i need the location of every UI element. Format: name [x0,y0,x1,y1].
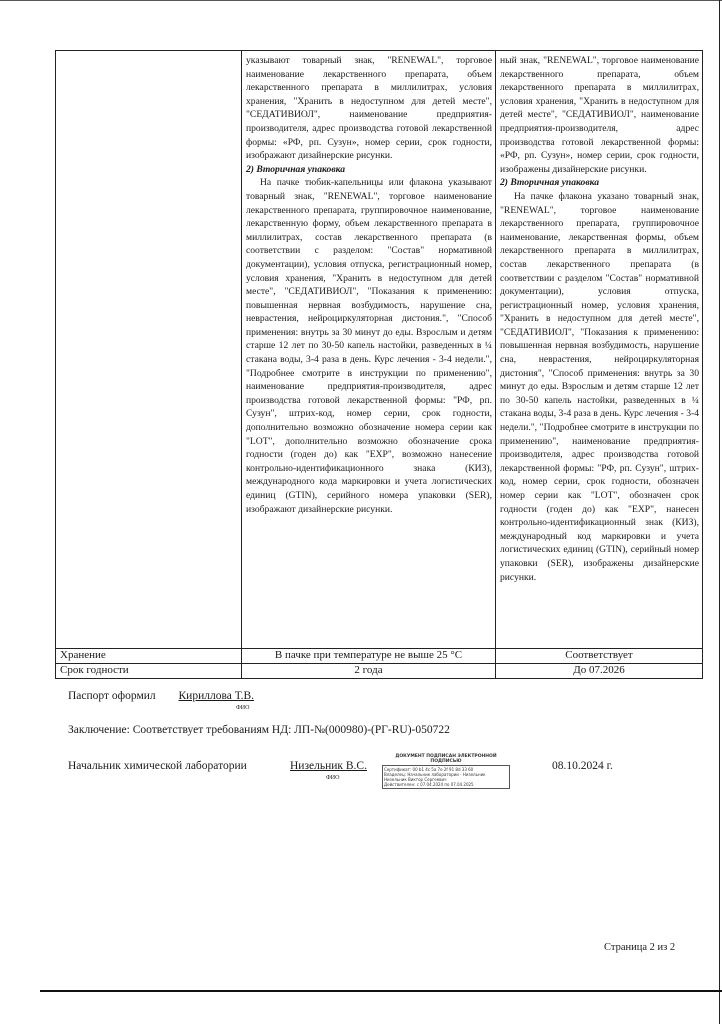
passport-label: Паспорт оформил [68,690,156,702]
stamp-line: Владелец: Начальник лаборатории - Низельник [384,772,486,777]
indicator-cell-empty [56,51,242,649]
chief-label: Начальник химической лаборатории [68,760,247,772]
fio-caption-1: ФИО [236,705,250,711]
req-secondary-text: На пачке тюбик-капельницы или флакона указывают товарный знак, "RENEWAL", торговое наименование лекарственного препарата, группировочное наименование, лекарственную форму, объем лекарственного препарата в миллилитрах, состав лекарственного препарата (в соответствии с разделом: "Состав" нормативной документации), условия отпуска, регистрационный номер, условия хранения, "Хранить в недоступном для детей месте", "СЕДАТИВИОЛ", "Показания к применению: повышенная нервная возбудимость, нарушение сна, неврастения, нейроциркуляторная дистония.", "Способ применения: внутрь за 30 минут до еды. Взрослым и детям старше 12 лет по 30-50 капель настойки, разведенных в ¼ стакана воды, 3-4 раза в день. Курс лечения - 3-4 недели.", "Подробнее смотрите в инструкции по применению", наименование предприятия-производителя, адрес производства готовой лекарственной формы: "РФ, рп. Сузун", штрих-код, номер серии, срок годности, дополнительно возможно обозначение номера серии как "LOT", дополнительно возможно обозначение срока годности (годен до) как "EXP", возможно нанесение контрольно-идентификационного знака (КИЗ), международного кода маркировки и учета логистических единиц (GTIN), серийного номера упаковки (SER), изображают дизайнерские рисунки. [246,177,492,515]
passport-line [68,690,254,702]
signature-date: 08.10.2024 г. [552,760,613,772]
storage-row [56,649,703,664]
res-secondary-text: На пачке флакона указано товарный знак, "RENEWAL", торговое наименование лекарственного препарата, группировочное наименование, лекарственная формы, объем лекарственного препарата в миллилитрах, состав лекарственного препарата (в соответствии с разделом "Состав" нормативной документации), условия отпуска, регистрационный номер, условия хранения, "Хранить в недоступном для детей месте", "СЕДАТИВИОЛ", "Показания к применению: повышенная нервная возбудимость, нарушение сна, неврастения, нейроциркуляторная дистония", "Способ применения: внутрь за 30 минут до еды. Взрослым и детям старше 12 лет по 30-50 капель настойки, разведенных в ¼ стакана воды, 3-4 раза в день. Курс лечения - 3-4 недели.", "Подробнее смотрите в инструкции по применению", наименование предприятия-производителя, адрес производства готовой лекарственной формы: "РФ, рп. Сузун", штрих-код, номер серии, срок годности, обозначен номер серии как "LOT", обозначен срок годности (годен до) как "EXP", нанесен контрольно-идентификационный знак (КИЗ), международный код маркировки и учета логистических единиц (GTIN), серийный номер упаковки (SER), изображены дизайнерские рисунки. [500,190,699,583]
result-cell [496,51,703,649]
chief-name: Низельник В.С. [290,760,367,772]
stamp-line: Сертификат: 00 b1 4c 5a 7e 2f 91 8d 33 60 [384,767,474,772]
conclusion-text: Заключение: Соответствует требованиям НД: ЛП-№(000980)-(РГ-RU)-050722 [68,724,450,736]
storage-label: Хранение [56,649,242,664]
shelf-life-requirement: 2 года [242,664,496,679]
res-primary-tail: ный знак, "RENEWAL", торговое наименование лекарственного препарата, объем лекарственного препарата в миллилитрах, условия хранения, "Хранить в недоступном для детей месте", "СЕДАТИВИОЛ", наименование предприятия-производителя, адрес производства готовой лекарственной формы: «РФ, рп. Сузун», номер серии, срок годности, изображены дизайнерские рисунки. [500,55,699,175]
shelf-life-row [56,664,703,679]
res-secondary-heading: 2) Вторичная упаковка [500,177,600,189]
packaging-row [56,51,703,649]
stamp-title: ДОКУМЕНТ ПОДПИСАН ЭЛЕКТРОННОЙ ПОДПИСЬЮ [395,754,497,764]
spec-table [55,50,703,679]
storage-result: Соответствует [496,649,703,664]
storage-requirement: В пачке при температуре не выше 25 °С [242,649,496,664]
electronic-signature-stamp [382,754,510,789]
stamp-line: Низельник Виктор Сергеевич [384,777,447,782]
req-secondary-heading: 2) Вторичная упаковка [246,163,346,175]
shelf-life-result: До 07.2026 [496,664,703,679]
shelf-life-label: Срок годности [56,664,242,679]
page-top-edge [0,0,722,1]
page-number: Страница 2 из 2 [604,942,676,953]
requirement-cell [242,51,496,649]
passport-name: Кириллова Т.В. [178,690,255,702]
req-primary-tail: указывают товарный знак, "RENEWAL", торговое наименование лекарственного препарата, объем лекарственного препарата в миллилитрах, условия хранения, "Хранить в недоступном для детей месте", "СЕДАТИВИОЛ", наименование предприятия-производителя, адрес производства готовой лекарственной формы: «РФ, рп. Сузун», номер серии, срок годности, изображают дизайнерские рисунки. [246,55,492,162]
stamp-line: Действителен: с 07.04.2024 по 07.04.2025 [384,782,474,787]
fio-caption-2: ФИО [326,775,340,781]
bottom-rule [40,990,722,992]
page-right-edge [719,0,720,1024]
stamp-box [382,765,510,789]
